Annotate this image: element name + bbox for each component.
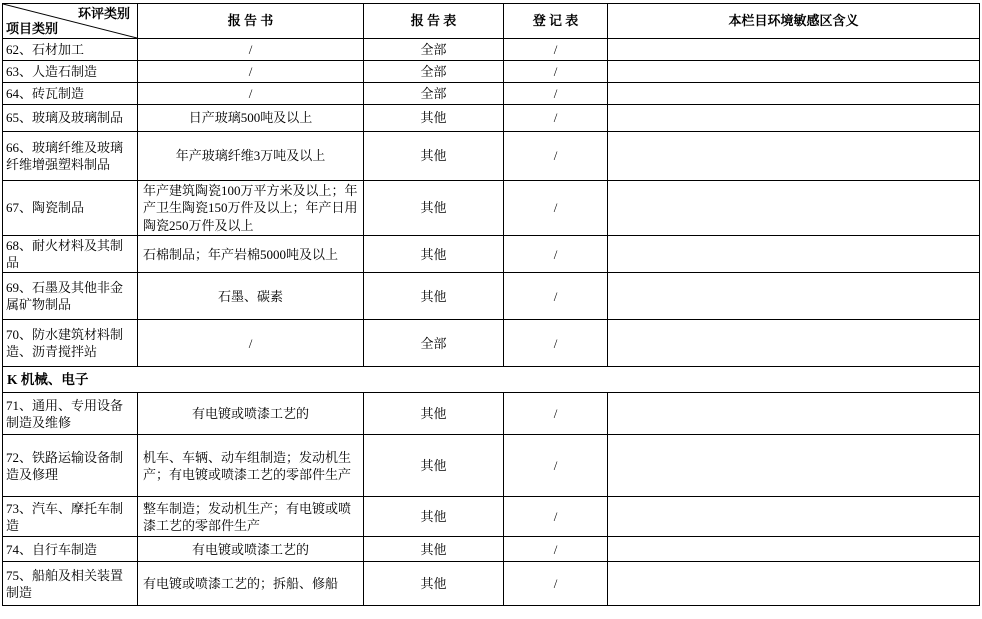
report-book-cell: / — [138, 320, 364, 367]
registration-form-cell: / — [504, 132, 608, 181]
project-category-cell: 66、玻璃纤维及玻璃纤维增强塑料制品 — [3, 132, 138, 181]
table-row — [3, 435, 980, 497]
report-form-cell: 全部 — [364, 61, 504, 83]
registration-form-cell: / — [504, 181, 608, 236]
report-book-cell: 有电镀或喷漆工艺的 — [138, 393, 364, 435]
section-header-label: K 机械、电子 — [3, 367, 980, 393]
project-category-cell: 71、通用、专用设备制造及维修 — [3, 393, 138, 435]
project-category-cell: 73、汽车、摩托车制造 — [3, 497, 138, 537]
sensitive-area-cell — [608, 236, 980, 273]
table-row — [3, 562, 980, 606]
table-row — [3, 320, 980, 367]
header-report-book: 报 告 书 — [138, 4, 364, 39]
project-category-cell: 74、自行车制造 — [3, 537, 138, 562]
sensitive-area-cell — [608, 181, 980, 236]
report-form-cell: 其他 — [364, 537, 504, 562]
registration-form-cell: / — [504, 393, 608, 435]
sensitive-area-cell — [608, 435, 980, 497]
report-form-cell: 其他 — [364, 435, 504, 497]
registration-form-cell: / — [504, 497, 608, 537]
sensitive-area-cell — [608, 61, 980, 83]
header-sensitive-area: 本栏目环境敏感区含义 — [608, 4, 980, 39]
report-form-cell: 其他 — [364, 393, 504, 435]
registration-form-cell: / — [504, 320, 608, 367]
report-book-cell: 有电镀或喷漆工艺的 — [138, 537, 364, 562]
project-category-cell: 62、石材加工 — [3, 39, 138, 61]
header-registration-form: 登 记 表 — [504, 4, 608, 39]
table-row — [3, 273, 980, 320]
sensitive-area-cell — [608, 105, 980, 132]
table-row — [3, 236, 980, 273]
report-form-cell: 其他 — [364, 236, 504, 273]
table-row — [3, 39, 980, 61]
project-category-cell: 72、铁路运输设备制造及修理 — [3, 435, 138, 497]
table-row — [3, 181, 980, 236]
table-row — [3, 105, 980, 132]
project-category-cell: 68、耐火材料及其制品 — [3, 236, 138, 273]
registration-form-cell: / — [504, 537, 608, 562]
project-category-cell: 63、人造石制造 — [3, 61, 138, 83]
registration-form-cell: / — [504, 562, 608, 606]
sensitive-area-cell — [608, 273, 980, 320]
report-form-cell: 其他 — [364, 132, 504, 181]
report-book-cell: / — [138, 39, 364, 61]
corner-header-cell — [3, 4, 138, 39]
project-category-cell: 70、防水建筑材料制造、沥青搅拌站 — [3, 320, 138, 367]
project-category-label: 项目类别 — [6, 20, 59, 36]
report-form-cell: 全部 — [364, 39, 504, 61]
report-form-cell: 其他 — [364, 273, 504, 320]
table-row — [3, 132, 980, 181]
table-header-row — [3, 4, 980, 39]
report-form-cell: 其他 — [364, 497, 504, 537]
report-book-cell: 石棉制品；年产岩棉5000吨及以上 — [138, 236, 364, 273]
report-book-cell: 有电镀或喷漆工艺的；拆船、修船 — [138, 562, 364, 606]
table-row — [3, 61, 980, 83]
report-book-cell: 年产玻璃纤维3万吨及以上 — [138, 132, 364, 181]
sensitive-area-cell — [608, 39, 980, 61]
report-form-cell: 全部 — [364, 83, 504, 105]
report-form-cell: 全部 — [364, 320, 504, 367]
table-row — [3, 393, 980, 435]
registration-form-cell: / — [504, 273, 608, 320]
sensitive-area-cell — [608, 132, 980, 181]
sensitive-area-cell — [608, 497, 980, 537]
project-category-cell: 75、船舶及相关装置制造 — [3, 562, 138, 606]
report-book-cell: / — [138, 83, 364, 105]
eia-category-table — [2, 3, 980, 606]
registration-form-cell: / — [504, 236, 608, 273]
registration-form-cell: / — [504, 435, 608, 497]
project-category-cell: 69、石墨及其他非金属矿物制品 — [3, 273, 138, 320]
project-category-cell: 65、玻璃及玻璃制品 — [3, 105, 138, 132]
registration-form-cell: / — [504, 39, 608, 61]
registration-form-cell: / — [504, 83, 608, 105]
sensitive-area-cell — [608, 83, 980, 105]
sensitive-area-cell — [608, 393, 980, 435]
sensitive-area-cell — [608, 562, 980, 606]
project-category-cell: 67、陶瓷制品 — [3, 181, 138, 236]
report-book-cell: 整车制造；发动机生产；有电镀或喷漆工艺的零部件生产 — [138, 497, 364, 537]
project-category-cell: 64、砖瓦制造 — [3, 83, 138, 105]
registration-form-cell: / — [504, 105, 608, 132]
header-report-form: 报 告 表 — [364, 4, 504, 39]
report-book-cell: 日产玻璃500吨及以上 — [138, 105, 364, 132]
report-form-cell: 其他 — [364, 562, 504, 606]
table-row — [3, 497, 980, 537]
report-book-cell: 石墨、碳素 — [138, 273, 364, 320]
table-row — [3, 537, 980, 562]
report-book-cell: 机车、车辆、动车组制造；发动机生产；有电镀或喷漆工艺的零部件生产 — [138, 435, 364, 497]
report-form-cell: 其他 — [364, 105, 504, 132]
registration-form-cell: / — [504, 61, 608, 83]
section-header-row — [3, 367, 980, 393]
report-form-cell: 其他 — [364, 181, 504, 236]
sensitive-area-cell — [608, 320, 980, 367]
report-book-cell: / — [138, 61, 364, 83]
eia-category-label: 环评类别 — [77, 6, 130, 21]
report-book-cell: 年产建筑陶瓷100万平方米及以上；年产卫生陶瓷150万件及以上；年产日用陶瓷250万件及以上 — [138, 181, 364, 236]
sensitive-area-cell — [608, 537, 980, 562]
table-row — [3, 83, 980, 105]
